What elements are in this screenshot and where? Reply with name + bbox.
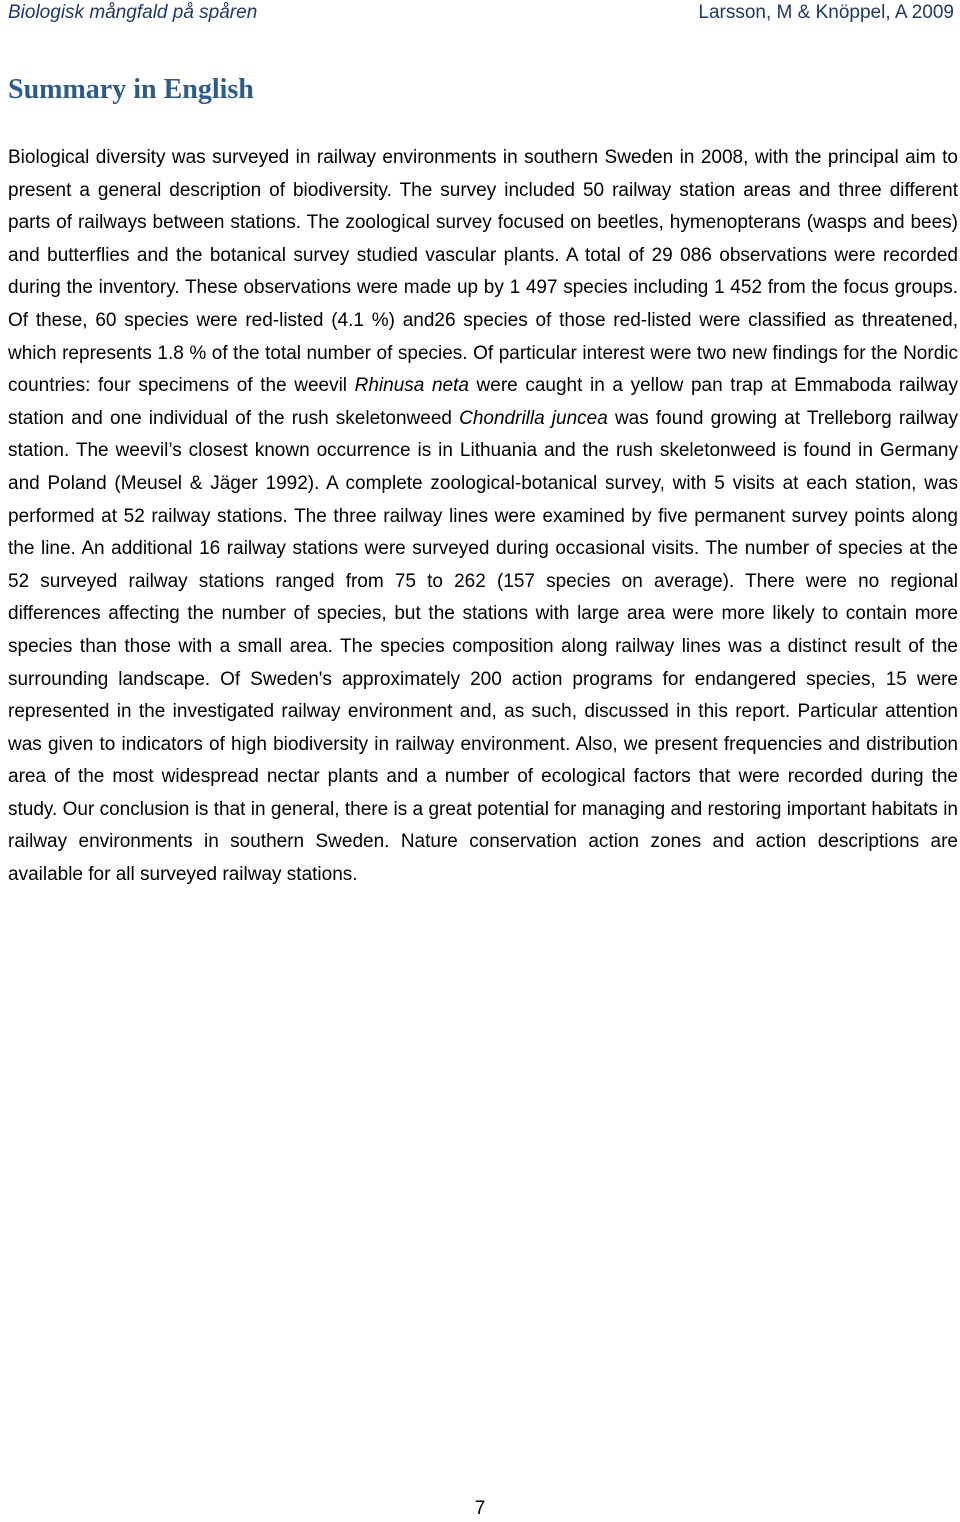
summary-text-part-1: Biological diversity was surveyed in railway environments in southern Sweden in 2008, with the principal aim to present a general description of biodiversity. The survey included 50 railway station areas and three different parts of railways between stations. The zoological survey focused on beetles, hymenopterans (wasps and bees) and butterflies and the botanical survey studied vascular plants. A total of 29 086 observations were recorded during the inventory. These observations were made up by 1 497 species including 1 452 from the focus groups. Of these, 60 species were red-listed (4.1 %) and26 species of those red-listed were classified as threatened, which represents 1.8 % of the total number of species. Of particular interest were two new findings for the Nordic countries: four specimens of the weevil bbox=[8, 147, 958, 397]
species-name-rhinusa-neta: Rhinusa neta bbox=[354, 375, 469, 397]
page-number: 7 bbox=[474, 1498, 486, 1519]
species-name-chondrilla-juncea: Chondrilla juncea bbox=[459, 407, 608, 429]
summary-text-part-2: were caught in a yellow pan trap at Emmaboda railway station and one individual of the rush skeletonweed bbox=[8, 375, 958, 429]
header-authors: Larsson, M & Knöppel, A 2009 bbox=[698, 2, 954, 23]
summary-text-part-3: was found growing at Trelleborg railway station. The weevil’s closest known occurrence is in Lithuania and the rush skeletonweed is found in Germany and Poland (Meusel & Jäger 1992). A complete zoological-botanical survey, with 5 visits at each station, was performed at 52 railway stations. The three railway lines were examined by five permanent survey points along the line. An additional 16 railway stations were surveyed during occasional visits. The number of species at the 52 surveyed railway stations ranged from 75 to 262 (157 species on average). There were no regional differences affecting the number of species, but the stations with large area were more likely to contain more species than those with a small area. The species composition along railway lines was a distinct result of the surrounding landscape. Of Sweden's approximately 200 action programs for endangered species, 15 were represented in the investigated railway environment and, as such, discussed in this report. Particular attention was given to indicators of high biodiversity in railway environment. Also, we present frequencies and distribution area of the most widespread nectar plants and a number of ecological factors that were recorded during the study. Our conclusion is that in general, there is a great potential for managing and restoring important habitats in railway environments in southern Sweden. Nature conservation action zones and action descriptions are available for all surveyed railway stations. bbox=[8, 407, 958, 886]
page-title: Summary in English bbox=[8, 74, 254, 105]
summary-paragraph bbox=[8, 142, 958, 892]
header-report-title: Biologisk mångfald på spåren bbox=[8, 2, 258, 23]
running-header bbox=[0, 0, 960, 28]
